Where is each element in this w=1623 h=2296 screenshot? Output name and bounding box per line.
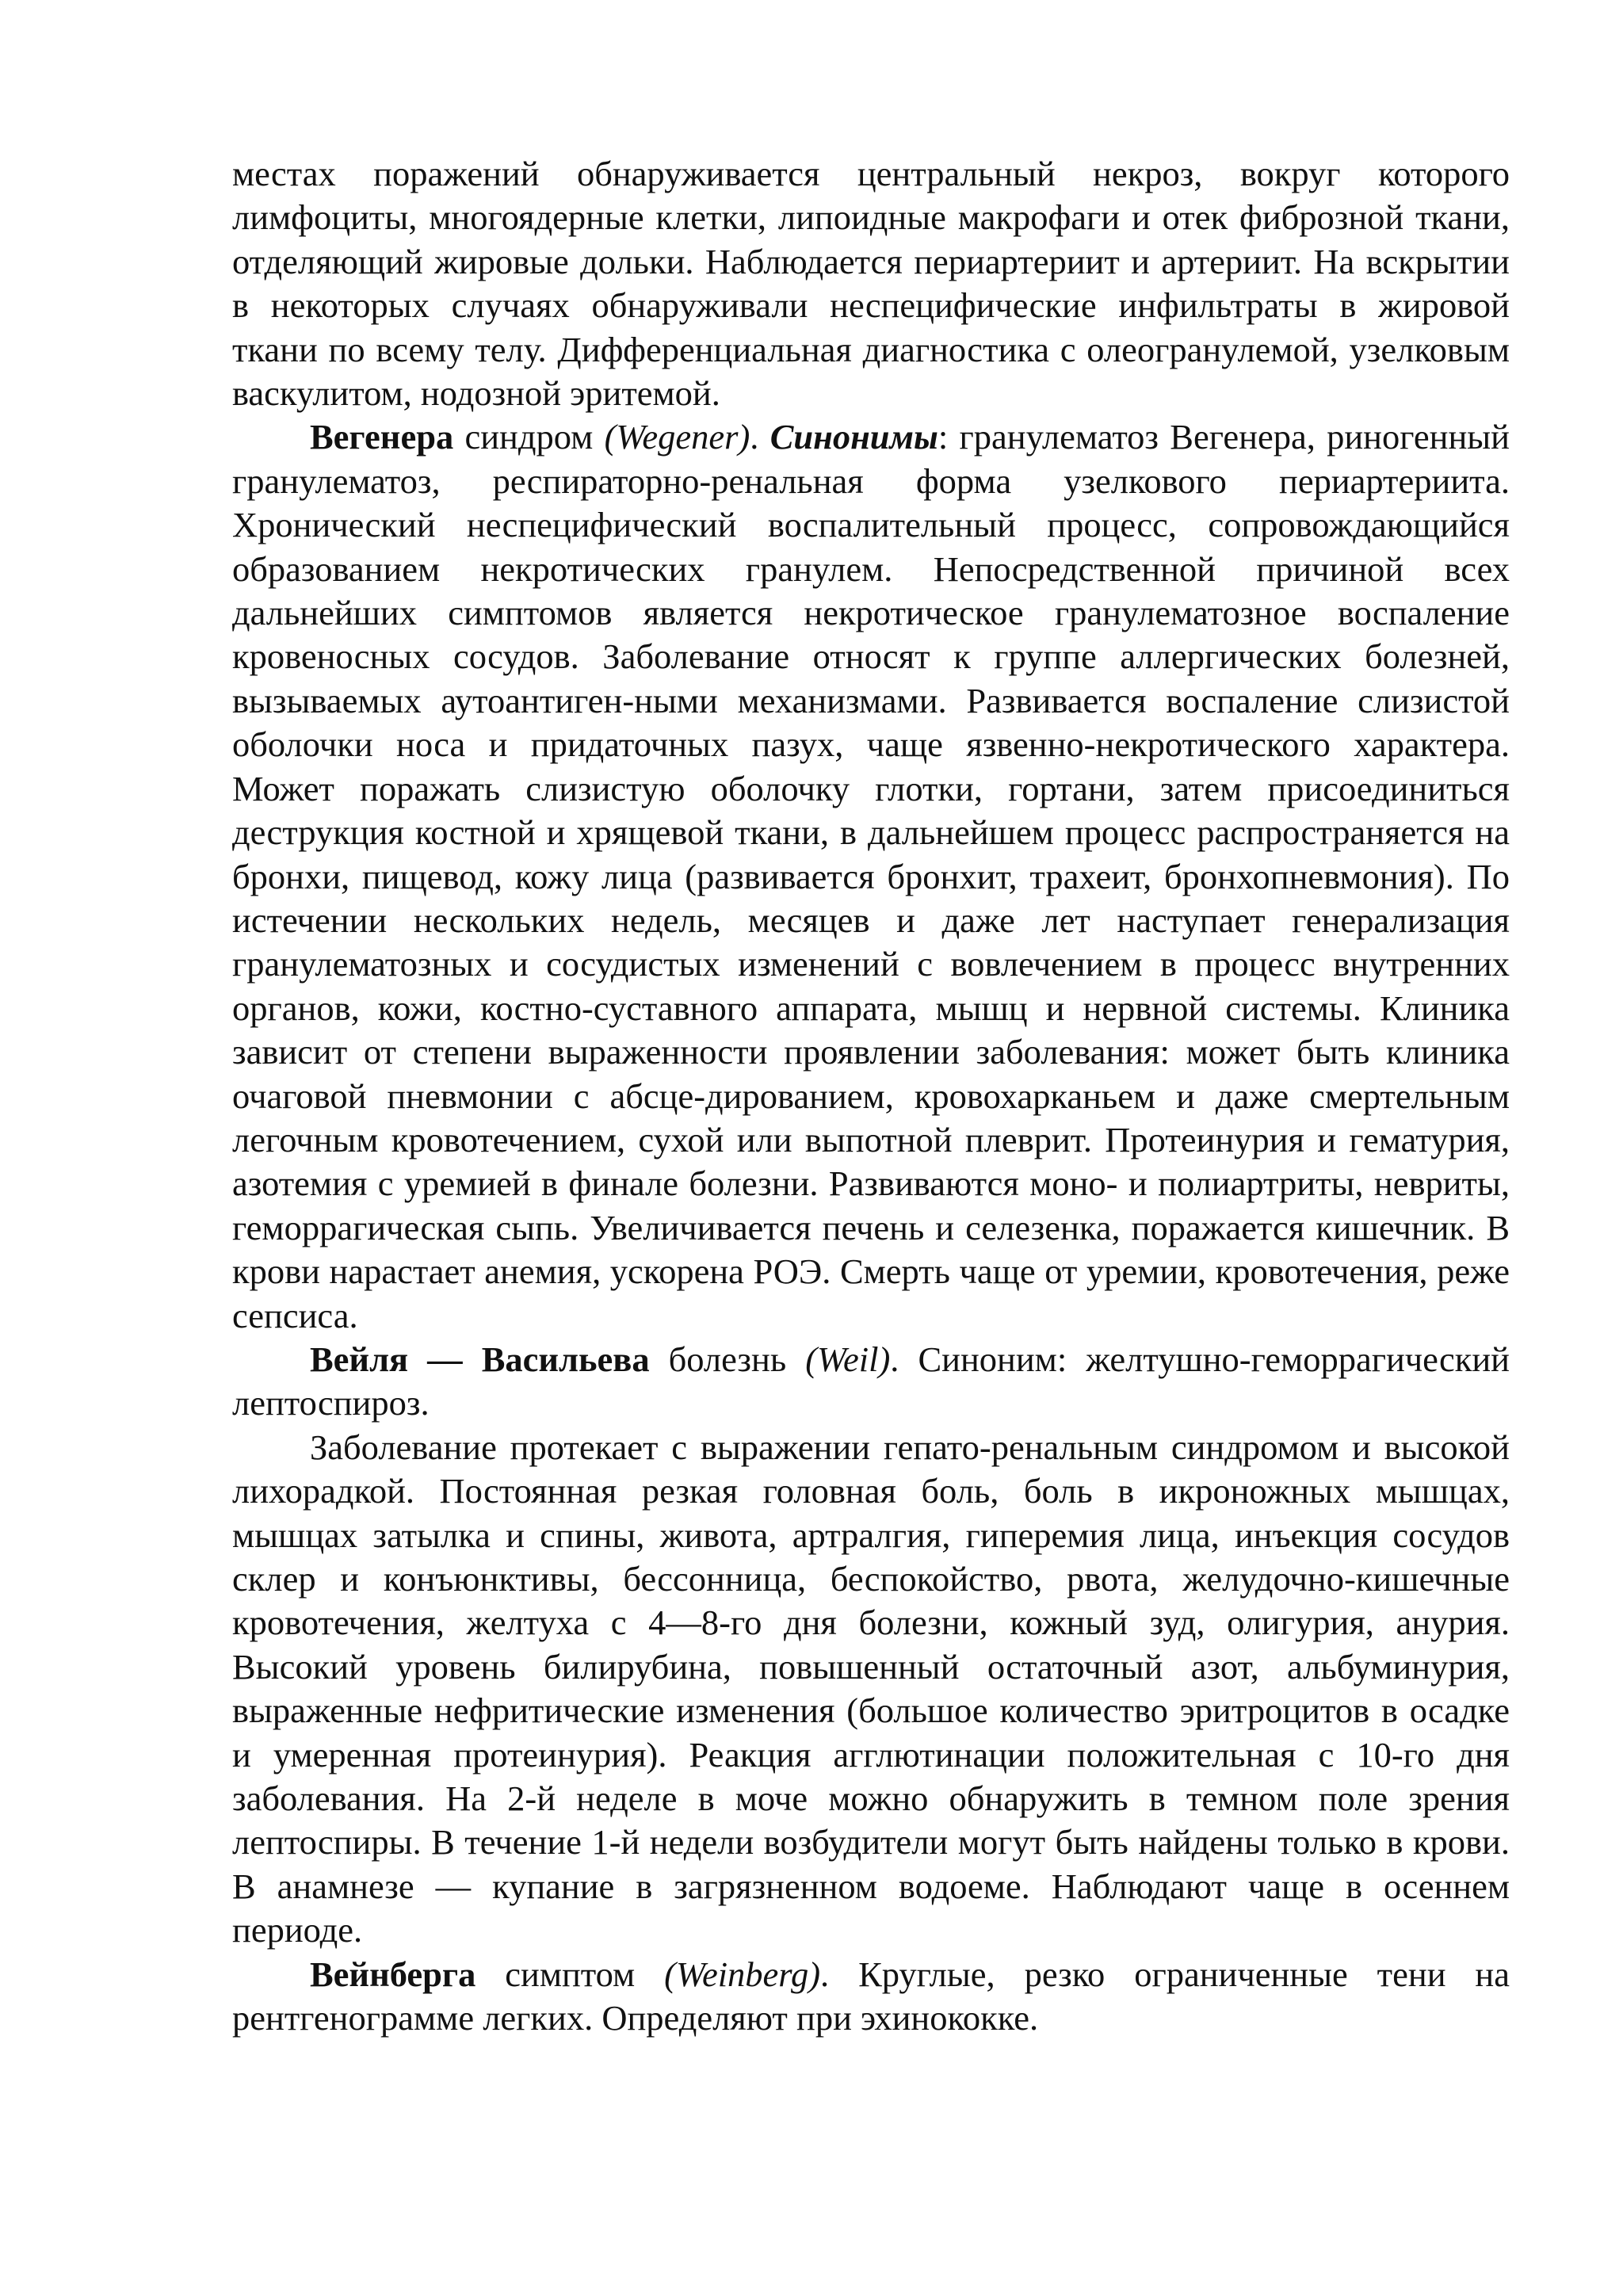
entry-kind: симптом <box>475 1954 665 1994</box>
entry-weil-vasiliev <box>232 1338 1510 1426</box>
paragraph-text: Заболевание протекает с выражении гепато-ренальным синдромом и высокой лихорадкой. Постоянная резкая головная боль, боль в икроножных мышцах, мышцах затылка и спины, живота, артралгия, гиперемия лица, инъекция сосудов склер и конъюнктивы, бессонница, беспокойство, рвота, желудочно-кишечные кровотечения, желтуха с 4—8-го дня болезни, кожный зуд, олигурия, анурия. Высокий уровень билирубина, повышенный остаточный азот, альбуминурия, выраженные нефритические изменения (большое количество эритроцитов в осадке и умеренная протеинурия). Реакция агглютинации положительная с 10-го дня заболевания. На 2-й неделе в моче можно обнаружить в темном поле зрения лептоспиры. В течение 1-й недели возбудители могут быть найдены только в крови. В анамнезе — купание в загрязненном водоеме. Наблюдают чаще в осеннем периоде. <box>232 1427 1510 1950</box>
entry-kind: болезнь <box>649 1339 806 1379</box>
entry-separator: . <box>750 417 770 457</box>
entry-term: Вейля — Васильева <box>310 1339 650 1379</box>
entry-latin-name: (Weinberg) <box>664 1954 821 1994</box>
synonyms-label: Синонимы <box>769 417 938 457</box>
paragraph-continuation <box>232 152 1510 415</box>
entry-text: . Синоним: желтушно-геморрагический лептоспироз. <box>232 1339 1510 1423</box>
entry-weil-description <box>232 1426 1510 1953</box>
entry-text: . Круглые, резко ограниченные тени на рентгенограмме легких. Определяют при эхинококке. <box>232 1954 1510 2038</box>
entry-term: Вейнберга <box>310 1954 476 1994</box>
entry-latin-name: (Wegener) <box>604 417 750 457</box>
document-page <box>232 152 1510 2040</box>
entry-wegener <box>232 415 1510 1338</box>
entry-kind: синдром <box>453 417 605 457</box>
entry-text: : гранулематоз Вегенера, риногенный гранулематоз, респираторно-ренальная форма узелкового периартериита. Хронический неспецифический воспалительный процесс, сопровождающийся образованием некротических гранулем. Непосредственной причиной всех дальнейших симптомов является некротическое гранулематозное воспаление кровеносных сосудов. Заболевание относят к группе аллергических болезней, вызываемых аутоантиген-ными механизмами. Развивается воспаление слизистой оболочки носа и придаточных пазух, чаще язвенно-некротического характера. Может поражать слизистую оболочку глотки, гортани, затем присоединиться деструкция костной и хрящевой ткани, в дальнейшем процесс распространяется на бронхи, пищевод, кожу лица (развивается бронхит, трахеит, бронхопневмония). По истечении нескольких недель, месяцев и даже лет наступает генерализация гранулематозных и сосудистых изменений с вовлечением в процесс внутренних органов, кожи, костно-суставного аппарата, мышц и нервной системы. Клиника зависит от степени выраженности проявлении заболевания: может быть клиника очаговой пневмонии с абсце-дированием, кровохарканьем и даже смертельным легочным кровотечением, сухой или выпотной плеврит. Протеинурия и гематурия, азотемия с уремией в финале болезни. Развиваются моно- и полиартриты, невриты, геморрагическая сыпь. Увеличивается печень и селезенка, поражается кишечник. В крови нарастает анемия, ускорена РОЭ. Смерть чаще от уремии, кровотечения, реже сепсиса. <box>232 417 1510 1335</box>
entry-latin-name: (Weil) <box>805 1339 891 1379</box>
entry-term: Вегенера <box>310 417 454 457</box>
paragraph-text: местах поражений обнаруживается центральный некроз, вокруг которого лимфоциты, многоядерные клетки, липоидные макрофаги и отек фиброзной ткани, отделяющий жировые дольки. Наблюдается периартериит и артериит. На вскрытии в некоторых случаях обнаруживали неспецифические инфильтраты в жировой ткани по всему телу. Дифференциальная диагностика с олеогранулемой, узелковым васкулитом, нодозной эритемой. <box>232 154 1510 414</box>
entry-weinberg <box>232 1953 1510 2041</box>
